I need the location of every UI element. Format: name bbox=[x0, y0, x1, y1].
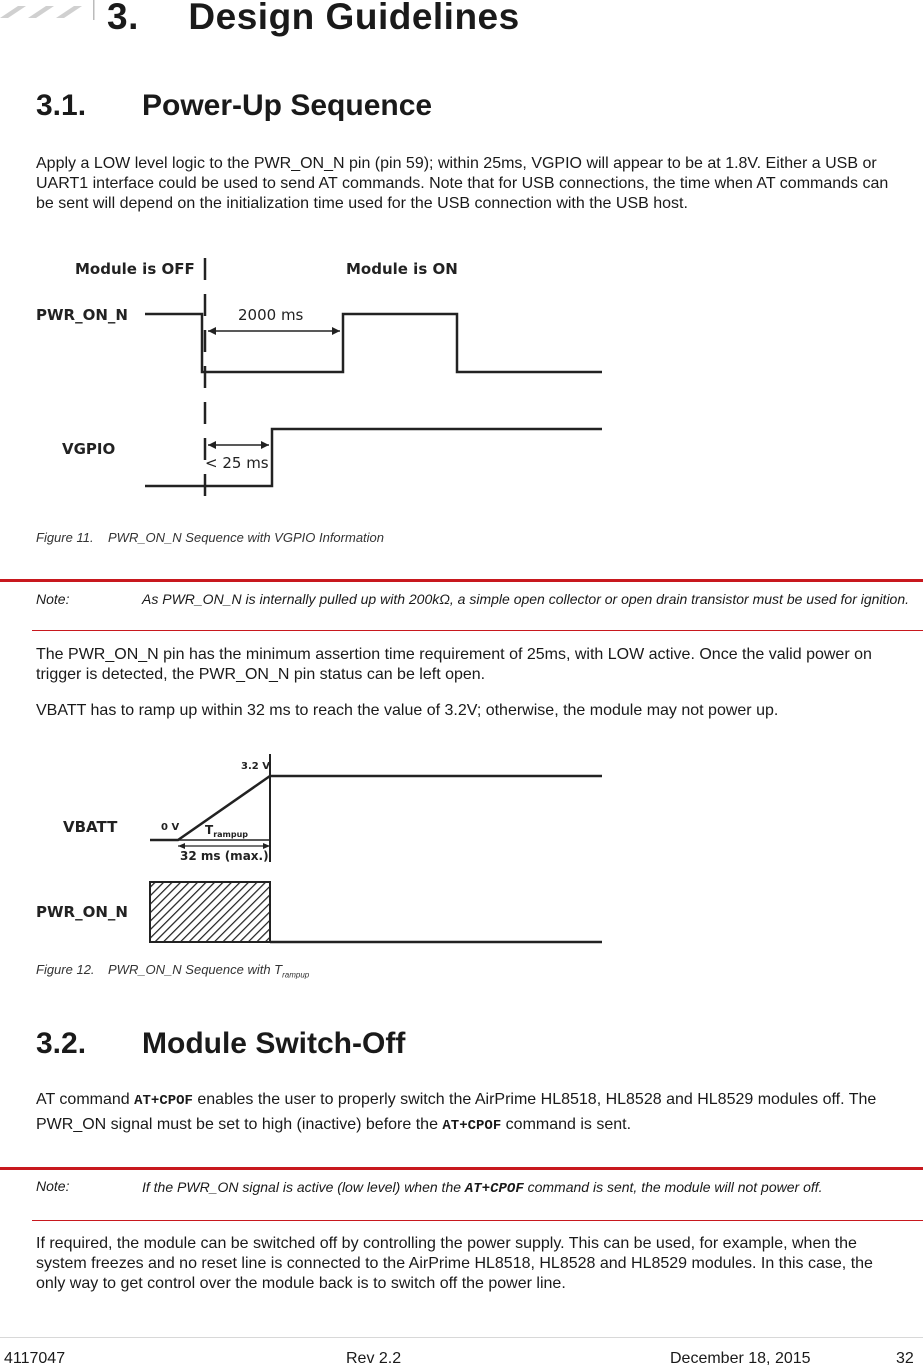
tramp-label: $T_{rampup}$ bbox=[205, 823, 249, 839]
power-supply-paragraph: If required, the module can be switched off by controlling the power supply. This can be used, for example, when the system freezes and no reset line is connected to the AirPrime HL8518, HL8528 and HL8529 modules. In this case, the only way to get control over the module back is to switch off the power line. bbox=[36, 1235, 873, 1292]
tmax-label: 32 ms (max.) bbox=[180, 849, 269, 863]
footer-doc-number: 4117047 bbox=[4, 1350, 66, 1367]
voltage-label-low: 0 V bbox=[161, 822, 180, 833]
pwr-on-n-hatched-block bbox=[150, 882, 270, 942]
subsection-heading-power-up bbox=[36, 89, 432, 123]
note-bottom-rule bbox=[32, 630, 923, 631]
duration-label-2000ms: 2000 ms bbox=[238, 306, 304, 324]
figure-11-caption bbox=[36, 530, 384, 545]
signal-label-pwr-on-n: PWR_ON_N bbox=[36, 306, 128, 324]
note2-text: If the PWR_ON signal is active (low level) when the AT+CPOF command is sent, the module will not power off. bbox=[142, 1179, 823, 1197]
label-module-on: Module is ON bbox=[346, 260, 458, 278]
subsection-title: Module Switch-Off bbox=[142, 1027, 406, 1060]
section-number: 3. bbox=[107, 0, 139, 37]
voltage-label-high: 3.2 V bbox=[241, 761, 270, 772]
note-top-rule bbox=[0, 579, 923, 582]
signal-label-vgpio: VGPIO bbox=[62, 440, 116, 458]
caption-text: PWR_ON_N Sequence with T bbox=[108, 962, 283, 977]
signal-label-vbatt: VBATT bbox=[63, 818, 118, 836]
note2-label: Note: bbox=[36, 1178, 70, 1194]
pwr-on-n-waveform bbox=[145, 314, 602, 372]
footer-revision: Rev 2.2 bbox=[346, 1350, 402, 1367]
note2-bottom-rule bbox=[32, 1220, 923, 1221]
caption-text: PWR_ON_N Sequence with VGPIO Information bbox=[108, 530, 385, 545]
caption-number: Figure 11. bbox=[36, 530, 94, 545]
switch-off-paragraph: AT command AT+CPOF enables the user to properly switch the AirPrime HL8518, HL8528 and HL8529 modules off. The PWR_ON signal must be set to high (inactive) before the AT+CPOF command is sent. bbox=[36, 1091, 877, 1134]
footer-rule bbox=[0, 1337, 923, 1338]
section-title: Design Guidelines bbox=[188, 0, 520, 37]
subsection-heading-switch-off bbox=[36, 1027, 405, 1061]
label-module-off: Module is OFF bbox=[75, 260, 195, 278]
caption-subscript: rampup bbox=[282, 970, 310, 980]
subsection-title: Power-Up Sequence bbox=[142, 89, 433, 122]
footer-page-number: 32 bbox=[896, 1350, 914, 1367]
command-cpof: AT+CPOF bbox=[464, 1181, 524, 1197]
caption-number: Figure 12. bbox=[36, 962, 95, 977]
section-heading bbox=[107, 0, 520, 38]
command-cpof: AT+CPOF bbox=[442, 1118, 502, 1134]
figure-12-caption bbox=[36, 962, 309, 980]
note2-top-rule bbox=[0, 1167, 923, 1170]
figure-12-vbatt-diagram bbox=[30, 752, 610, 952]
footer-date: December 18, 2015 bbox=[670, 1350, 811, 1367]
figure-11-timing-diagram bbox=[30, 250, 610, 520]
logo-fragment bbox=[0, 0, 100, 30]
subsection-number: 3.2. bbox=[36, 1027, 87, 1060]
vbatt-paragraph: VBATT has to ramp up within 32 ms to reach the value of 3.2V; otherwise, the module may not power up. bbox=[36, 702, 779, 719]
power-up-paragraph: Apply a LOW level logic to the PWR_ON_N pin (pin 59); within 25ms, VGPIO will appear to be at 1.8V. Either a USB or UART1 interface could be used to send AT commands. Note that for USB connections, the time when AT commands can be sent will depend on the initialization time used for the USB connection with the USB host. bbox=[36, 155, 889, 212]
duration-label-25ms: < 25 ms bbox=[205, 454, 269, 472]
note-text: As PWR_ON_N is internally pulled up with 200kΩ, a simple open collector or open drain transistor must be used for ignition. bbox=[142, 591, 910, 607]
signal-label-pwr-on-n-2: PWR_ON_N bbox=[36, 903, 128, 921]
subsection-number: 3.1. bbox=[36, 89, 87, 122]
assertion-paragraph: The PWR_ON_N pin has the minimum assertion time requirement of 25ms, with LOW active. Once the valid power on trigger is detected, the PWR_ON_N pin status can be left open. bbox=[36, 646, 872, 683]
command-cpof: AT+CPOF bbox=[134, 1093, 193, 1109]
note-label: Note: bbox=[36, 591, 70, 607]
